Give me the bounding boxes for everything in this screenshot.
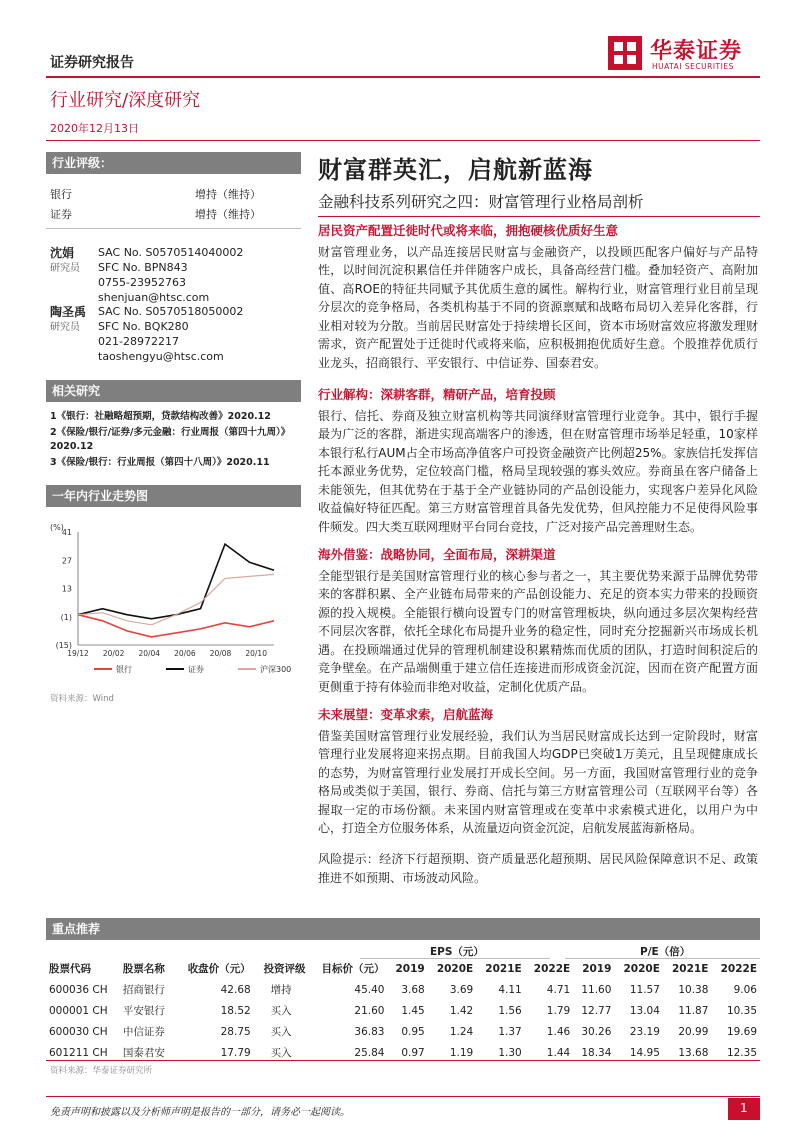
table-cell: 10.35	[726, 1004, 757, 1017]
table-cell: 10.38	[678, 983, 709, 996]
main-subtitle: 金融科技系列研究之四：财富管理行业格局剖析	[318, 193, 644, 211]
col-header: 2019	[582, 962, 612, 975]
rating-row	[50, 206, 300, 222]
analyst-sac: SAC No. S0570518050002	[98, 305, 244, 318]
table-cell: 600030 CH	[49, 1025, 108, 1038]
report-type: 证券研究报告	[50, 55, 134, 71]
table-source: 资料来源：华泰证券研究所	[50, 1066, 153, 1076]
section-heading: 海外借鉴：战略协同，全面布局，深耕渠道	[318, 547, 556, 562]
x-tick-label: 20/04	[138, 649, 161, 658]
col-header: 2019	[395, 962, 425, 975]
col-header: 2020E	[623, 962, 660, 975]
related-list	[50, 410, 290, 470]
analyst-phone: 0755-23952763	[98, 276, 186, 289]
table-cell: 601211 CH	[49, 1046, 108, 1059]
y-tick-label: (15)	[55, 641, 72, 650]
y-tick-label: 27	[61, 556, 72, 566]
table-cell: 11.57	[629, 983, 660, 996]
table-cell: 中信证券	[122, 1026, 165, 1038]
table-cell: 28.75	[220, 1025, 251, 1038]
table-cell: 45.40	[354, 983, 385, 996]
table-cell: 0.95	[401, 1025, 425, 1038]
section-heading: 行业解构：深耕客群，精研产品，培育投顾	[318, 387, 556, 402]
section-heading: 居民资产配置迁徙时代或将来临，拥抱硬核优质好生意	[318, 223, 619, 238]
section-body: 财富管理业务，以产品连接居民财富与金融资产，以投顾匹配客户偏好与产品特性，以时间沉淀积累信任并伴随客户成长，具备高经营门槛。叠加轻资产、高附加值、高ROE的特征共同赋予其优质生意的属性。解构行业，财富管理行业目前呈现分层次的竞争格局，各类机构基于不同的资源禀赋和战略布局切入差异化客群，行业相对较为分散。当前居民财富处于持续增长区间，资本市场财富效应将激发理财需求，资产配置处于迁徙时代或将来临，应积极拥抱优质好生意。个股推荐优质行业龙头，招商银行、平安银行、中信证券、国泰君安。	[318, 244, 758, 370]
table-cell: 1.42	[449, 1004, 474, 1017]
related-item[interactable]: 1《银行：社融略超预期，贷款结构改善》2020.12	[50, 411, 271, 422]
rating-value: 增持（维持）	[195, 208, 261, 221]
recommend-table	[46, 958, 760, 1063]
table-cell: 1.24	[449, 1025, 474, 1038]
y-tick-label: 13	[61, 584, 72, 594]
report-date: 2020年12月13日	[50, 122, 139, 135]
col-header: 收盘价（元）	[187, 963, 251, 975]
table-cell: 20.99	[678, 1025, 709, 1038]
header-rule-2	[46, 140, 760, 141]
analyst-role: 研究员	[50, 322, 80, 333]
rating-value: 增持（维持）	[195, 188, 261, 201]
table-cell: 招商银行	[122, 984, 165, 996]
table-cell: 600036 CH	[49, 983, 108, 996]
x-tick-label: 20/08	[209, 649, 232, 658]
table-cell: 13.04	[629, 1004, 660, 1017]
col-header: 2021E	[671, 962, 709, 975]
rating-sector: 银行	[50, 188, 72, 201]
analyst-sfc: SFC No. BPN843	[98, 261, 188, 274]
brand-name-cn: 华泰证券	[650, 39, 743, 64]
table-header-row	[46, 958, 760, 979]
section-body: 银行、信托、券商及独立财富机构等共同演绎财富管理行业竞争。其中，银行手握最为广泛的客群，渐进实现高端客户的渗透，但在财富管理市场举足轻重，10家样本银行私行AUM占全市场高净值客户可投资金融资产比例超25%。家族信托发挥信托本源业务优势，定位较高门槛，格局呈现较强的寡头效应。券商虽在客户储备上未能领先，但其优势在于基于全产业链协同的产品创设能力，实现客户差异化风险收益偏好特征匹配。第三方财富管理首具备先发优势，但风控能力不足使得风险事件频发。四大类互联网理财平台同台竞技，广泛对接产品完善理财生态。	[318, 408, 758, 534]
table-cell: 0.97	[401, 1046, 425, 1059]
table-cell: 12.77	[581, 1004, 612, 1017]
related-header: 相关研究	[46, 380, 301, 402]
table-cell: 36.83	[354, 1025, 385, 1038]
table-cell: 1.46	[546, 1025, 571, 1038]
title-rule	[318, 216, 760, 217]
legend-label: 银行	[116, 665, 132, 674]
col-header: 股票名称	[122, 963, 165, 975]
x-tick-label: 20/02	[102, 649, 125, 658]
footer-disclaimer: 免责声明和披露以及分析师声明是报告的一部分，请务必一起阅读。	[50, 1107, 350, 1118]
table-cell: 11.87	[678, 1004, 709, 1017]
table-cell: 3.69	[449, 983, 474, 996]
brand-logo	[608, 36, 642, 70]
table-cell: 4.11	[498, 983, 522, 996]
table-cell: 1.79	[546, 1004, 571, 1017]
related-item[interactable]: 3《保险/银行：行业周报（第四十八周）》2020.11	[50, 457, 270, 468]
table-cell: 3.68	[401, 983, 425, 996]
table-cell: 12.35	[726, 1046, 757, 1059]
section-3	[318, 546, 758, 696]
risk-note: 风险提示：经济下行超预期、资产质量恶化超预期、居民风险保障意识不足、政策推进不如预期、市场波动风险。	[318, 852, 758, 885]
rating-sector: 证券	[50, 208, 72, 221]
report-category: 行业研究/深度研究	[50, 90, 201, 111]
section-1	[318, 222, 758, 372]
table-cell: 1.45	[401, 1004, 425, 1017]
col-header: 目标价（元）	[321, 963, 385, 975]
col-header: 2020E	[436, 962, 474, 975]
col-header: 2022E	[533, 962, 571, 975]
table-cell: 13.68	[678, 1046, 709, 1059]
y-unit-label: (%)	[50, 523, 64, 532]
analyst-phone: 021-28972217	[98, 335, 179, 348]
table-cell: 国泰君安	[122, 1047, 165, 1059]
page-number: 1	[740, 1101, 748, 1115]
table-row	[46, 979, 760, 1000]
col-header: 2021E	[485, 962, 522, 975]
trend-header: 一年内行业走势图	[46, 485, 301, 507]
chart-source: 资料来源：Wind	[50, 694, 114, 704]
logo-icon	[608, 36, 642, 70]
series-line	[78, 544, 274, 619]
table-cell: 11.60	[581, 983, 612, 996]
analyst-email[interactable]: taoshengyu@htsc.com	[98, 350, 224, 363]
related-item[interactable]: 2《保险/银行/证券/多元金融：行业周报（第四十九周）》2020.12	[50, 427, 286, 452]
table-cell: 30.26	[581, 1025, 612, 1038]
brand-name-en: HUATAI SECURITIES	[652, 62, 734, 71]
table-cell: 增持	[270, 984, 292, 996]
table-cell: 18.34	[581, 1046, 612, 1059]
table-cell: 1.44	[546, 1046, 571, 1059]
main-title: 财富群英汇，启航新蓝海	[318, 156, 593, 184]
table-cell: 买入	[270, 1047, 292, 1059]
table-cell: 平安银行	[122, 1005, 165, 1017]
table-row	[46, 1021, 760, 1042]
section-4	[318, 706, 758, 838]
footer-rule	[46, 1096, 760, 1097]
analyst-sfc: SFC No. BQK280	[98, 320, 189, 333]
section-heading: 未来展望：变革求索，启航蓝海	[318, 707, 494, 722]
x-tick-label: 20/06	[174, 649, 196, 658]
table-cell: 1.56	[498, 1004, 522, 1017]
section-2	[318, 386, 758, 536]
section-body: 全能型银行是美国财富管理行业的核心参与者之一，其主要优势来源于品牌优势带来的客群积累、全产业链布局带来的产品创设能力、充足的资本实力带来的投顾资源的投入规模。全能银行横向设置专门的财富管理板块，纵向通过多层次架构经营不同层次客群，依托全球化布局提升业务的稳定性，同时充分挖掘新兴市场成长机遇。在投顾端通过优异的管理机制建设积累精炼而优质的团队，打造时间积淀后的竞争壁垒。在产品端侧重于建立信任连接进而形成资金沉淀，因而在资产配置方面更侧重于持有体验而非绝对收益，定制化优质产品。	[318, 568, 758, 694]
analyst-sac: SAC No. S0570514040002	[98, 246, 244, 259]
table-cell: 买入	[270, 1005, 292, 1017]
table-cell: 9.06	[733, 983, 757, 996]
table-cell: 18.52	[220, 1004, 251, 1017]
table-row	[46, 1000, 760, 1021]
analyst-name: 陶圣禹	[50, 305, 87, 319]
table-cell: 000001 CH	[49, 1004, 108, 1017]
x-tick-label: 20/10	[245, 649, 267, 658]
legend-label: 证券	[188, 665, 204, 674]
divider	[46, 228, 301, 229]
table-cell: 4.71	[546, 983, 571, 996]
table-cell: 42.68	[220, 983, 251, 996]
rating-row	[50, 186, 300, 202]
rating-header: 行业评级：	[46, 152, 301, 174]
table-cell: 1.30	[498, 1046, 522, 1059]
analyst-email[interactable]: shenjuan@htsc.com	[98, 291, 210, 304]
table-cell: 21.60	[354, 1004, 385, 1017]
table-cell: 19.69	[726, 1025, 757, 1038]
col-header: 投资评级	[263, 963, 306, 975]
legend-label: 沪深300	[260, 665, 292, 674]
analyst-role: 研究员	[50, 263, 80, 274]
pe-group-label: P/E（倍）	[640, 946, 691, 958]
table-cell: 23.19	[629, 1025, 660, 1038]
series-line	[78, 574, 274, 624]
table-cell: 1.19	[449, 1046, 474, 1059]
table-bottom-rule	[46, 1060, 760, 1061]
table-cell: 14.95	[629, 1046, 660, 1059]
col-header: 股票代码	[49, 963, 91, 975]
section-body: 借鉴美国财富管理行业发展经验，我们认为当居民财富成长达到一定阶段时，财富管理行业发展将迎来拐点期。目前我国人均GDP已突破1万美元，且呈现健康成长的态势，为财富管理行业发展打开成长空间。另一方面，我国财富管理行业的竞争格局或类似于美国，银行、券商、信托与第三方财富管理公司（互联网平台等）各握取一定的市场份额。未来国内财富管理或在变革中求索模式进化，以用户为中心，打造全方位服务体系，从流量迈向资金沉淀，启航发展蓝海新格局。	[318, 728, 758, 835]
table-cell: 1.37	[498, 1025, 522, 1038]
y-tick-label: 41	[61, 528, 72, 537]
series-line	[78, 615, 274, 637]
recommend-header: 重点推荐	[46, 918, 760, 940]
y-tick-label: (1)	[60, 612, 72, 622]
table-cell: 25.84	[354, 1046, 385, 1059]
x-tick-label: 19/12	[67, 649, 89, 658]
col-header: 2022E	[720, 962, 757, 975]
eps-group-label: EPS（元）	[430, 946, 484, 958]
header-rule	[46, 76, 760, 78]
table-cell: 17.79	[220, 1046, 251, 1059]
analyst-name: 沈娟	[50, 246, 75, 260]
trend-chart	[46, 520, 301, 685]
table-cell: 买入	[270, 1026, 292, 1038]
